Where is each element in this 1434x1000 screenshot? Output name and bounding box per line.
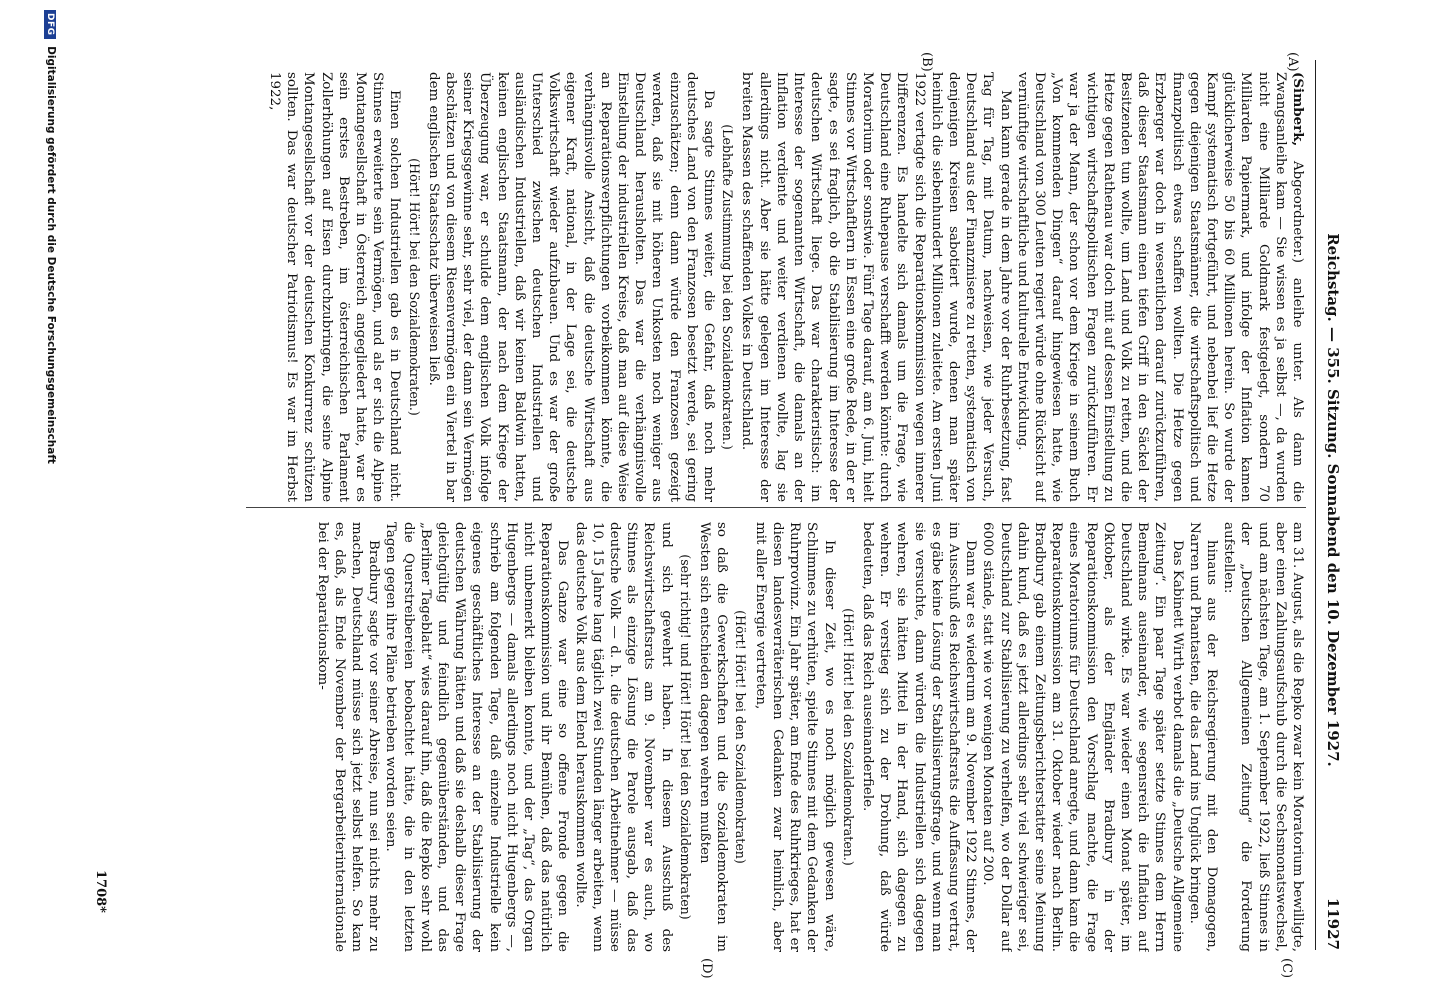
margin-mark-a: (A) bbox=[1285, 52, 1300, 72]
digitization-credit bbox=[37, 10, 57, 1000]
margin-mark-d: (D) bbox=[699, 958, 714, 979]
dfg-logo: DFG bbox=[44, 10, 56, 39]
margin-mark-c: (C) bbox=[1279, 958, 1294, 979]
speaker-name: (Simberk, bbox=[1290, 72, 1306, 147]
paragraph: so daß die Gewerkschaften und die Sozialdemokraten im Westen sich entschieden dagegen wehren mußten bbox=[697, 522, 730, 952]
paragraph: am 31. August, als die Repko zwar kein Moratorium bewilligte, aber einen Zahlungsaufschub durch die Sechsmonatswechsel, und am nächsten Tage, am 1. September 1922, ließ Stinnes in der „Deutschen Allgemeinen Zeitung“ die Forderung aufstellen: bbox=[1221, 522, 1305, 952]
paragraph: Bradbury sagte vor seiner Abreise, nun sei nichts mehr zu machen, Deutschland müsse sich jetzt selbst helfen. So kam es, daß, als Ende November der Bergarbeiterinternationale bei der Reparationskom- bbox=[314, 522, 382, 952]
interjection: (sehr richtig! und Hört! Hört! bei den Sozialdemokraten) bbox=[677, 554, 693, 920]
paragraph: In dieser Zeit, wo es noch möglich gewesen wäre, Schlimmes zu verhüten, spielte Stinnes mit dem Gedanken der Ruhrprovinz. Ein Jahr später, am Ende des Ruhrkrieges, hat er diesen landesverräterischen Gedanken zwar heimlich, aber mit aller Energie vertreten, bbox=[752, 522, 837, 952]
margin-mark-b: (B) bbox=[919, 52, 934, 72]
interjection: (Hört! Hört! bei den Sozialdemokraten.) bbox=[406, 158, 422, 416]
footer-page-mark: 1708* bbox=[93, 870, 108, 913]
page-header bbox=[1318, 50, 1342, 950]
column-divider bbox=[246, 507, 1306, 508]
paragraph-text: anleihe unter. Als dann die Zwangsanleihe kam — Sie wissen es ja selbst —, da wurden nicht eine Milliarde Goldmark festgelegt, sondern 70 Milliarden Papiermark, und infolge der Inflation kamen glücklicherweise 50 bis 60 Millionen herein. So wurde der Kampf systematisch fortgeführt, und nebenbei lief die Hetze gegen diejenigen Staatsmänner, die wirtschaftspolitisch und finanzpolitisch etwas schaffen wollten. Die Hetze gegen Erzberger war doch in wesentlichen darauf zurückzuführen, daß dieser Staatsmann einen tiefen Griff in den Säckel der Besitzenden tun wollte, um Land und Volk zu retten, und die Hetze gegen Rathenau war doch mit auf dessen Einstellung zu wichtigen wirtschaftspolitischen Fragen zurückzuführen. Er war ja der Mann, der schon vor dem Kriege in seinem Buch „Von kommenden Dingen“ darauf hingewiesen hatte, wie Deutschland von 300 Leuten regiert würde ohne Rücksicht auf vernünftige wirtschaftliche und kulturelle Entwicklung. bbox=[1014, 72, 1305, 502]
interjection: (Hört! Hört! bei den Sozialdemokraten.) bbox=[840, 608, 856, 866]
paragraph: Das Ganze war eine so offene Fronde gegen die Reparationskommission und ihr Bemühen, daß das natürlich nicht unbemerkt bleiben konnte, und der „Tag“, das Organ Hugenbergs — damals allerdings noch nicht Hugenbergs —, schrieb am folgenden Tage, daß einzelne Industrielle kein eigenes geschäftliches Interesse an der Stabilisierung der deutschen Währung hätten und daß sie deshalb dieser Frage gleichgültig und feindlich gegenüberständen, und das „Berliner Tageblatt“ wies darauf hin, daß die Repko sehr wohl die Querstreibereien beobachtet hätte, die in den letzten Tagen gegen ihre Pläne betrieben worden seien. bbox=[383, 522, 571, 952]
paragraph: und sich gewehrt haben. In diesem Ausschuß des Reichswirtschaftsrats am 9. November war es auch, wo Stinnes als einzige Lösung die Parole ausgab, daß das deutsche Volk — d. h. die deutschen Arbeitnehmer — müsse 10, 15 Jahre lang täglich zwei Stunden länger arbeiten, wenn das deutsche Volk aus dem Elend herauskommen wollte. bbox=[572, 522, 674, 952]
interjection: (Hört! Hört! bei den Sozialdemokraten) bbox=[733, 610, 749, 864]
paragraph: Das Kabinett Wirth verbot damals die „Deutsche Allgemeine Zeitung“. Ein paar Tage später setzte Stinnes dem Herrn Bemelmans auseinander, wie segensreich die Inflation auf Deutschland wirke. Es war wieder einen Monat später, im Oktober, als der Engländer Bradbury in der Reparationskommission den Vorschlag machte, die Frage eines Moratoriums für Deutschland anregte, und dann kam die Reparationskommission am 31. Oktober wieder nach Berlin. Bradbury gab einem Zeitungsberichterstatter seine Meinung dahin kund, daß es jetzt allerdings sehr viel schwieriger sei, Deutschland zur Stabilisierung zu verhelfen, wo der Dollar auf 6000 stände, statt wie vor wenigen Monaten auf 200. bbox=[980, 522, 1185, 952]
interjection: (Lebhafte Zustimmung bei den Sozialdemokraten.) bbox=[720, 124, 736, 450]
digitization-credit-text: Digitalisierung gefördert durch die Deutsche Forschungsgemeinschaft bbox=[45, 46, 57, 464]
page-number: 11927 bbox=[1324, 897, 1342, 950]
paragraph: Dann war es wiederum am 9. November 1922 Stinnes, der im Ausschuß des Reichswirtschaftsrats die Auffassung vertrat, es gäbe keine Lösung der Stabilisierungsfrage, und wenn man sie versuchte, dann würden die Industriellen sich dagegen wehren, sie hätten Mittel in der Hand, sich dagegen zu wehren. Er verstieg sich zu der Drohung, daß würde bedeuten, daß das Reich auseinanderfiele. bbox=[859, 522, 979, 952]
paragraph: Einen solchen Industriellen gab es in Deutschland nicht. Stinnes erweiterte sein Vermögen, und als er sich die Alpine Montangesellschaft in Österreich angegliedert hatte, war es sein erstes Bestreben, im österreichischen Parlament Zollerhöhungen auf Eisen durchzubringen, die seine Alpine Montangesellschaft vor der deutschen Konkurrenz schützen sollten. Das war deutscher Patriotismus! Es war im Herbst 1922, bbox=[267, 72, 403, 502]
paragraph: Man kann gerade in dem Jahre vor der Ruhrbesetzung, fast Tag für Tag, mit Datum, nachweisen, wie jeder Versuch, Deutschland aus der Finanzmisere zu retten, systematisch von denjenigen Kreisen sabotiert wurde, denen man später heimlich die siebenhundert Millionen zuleitete. Am ersten Juni 1922 vertagte sich die Reparationskommission wegen innerer Differenzen. Es handelte sich damals um die Frage, wie Deutschland eine Ruhepause verschafft werden könnte: durch Moratorium oder sonstwie. Fünf Tage darauf, am 6. Juni, hielt Stinnes vor Wirtschaftlern in Essen eine große Rede, in der er sagte, es sei fraglich, ob die Stabilisierung im Interesse der deutschen Wirtschaft liege. Das war charakteristisch: im Interesse der sogenannten Wirtschaft, die damals an der Inflation verdiente und weiter verdienen wollte, lag sie allerdings nicht. Aber sie hätte gelegen im Interesse der breiten Massen des schaffenden Volkes in Deutschland. bbox=[739, 72, 1013, 502]
right-column bbox=[236, 522, 1306, 952]
speaker-role: Abgeordneter.) bbox=[1290, 160, 1305, 264]
left-column bbox=[236, 72, 1306, 502]
quotation: hinaus aus der Reichsregierung mit den Domagogen, Narren und Phantasten, die das Land ins Unglück bringen. bbox=[1186, 522, 1219, 952]
page-header-title: Reichstag. — 355. Sitzung. Sonnabend den 10. Dezember 1927. bbox=[1324, 233, 1342, 767]
paragraph bbox=[1014, 72, 1306, 502]
paragraph: Da sagte Stinnes weiter, die Gefahr, daß noch mehr deutsches Land von den Franzosen besetzt werde, sei gering einzuschätzen; denn dann würde den Franzosen gezeigt werden, daß sie mit höheren Unkosten noch weniger aus Deutschland herausholten. Das war die verhängnisvolle Einstellung der industriellen Kreise, daß man auf diese Weise an Reparationsverpflichtungen vorbeikommen könnte, die verhängnisvolle Ansicht, daß die deutsche Wirtschaft aus eigener Kraft, national, in der Lage sei, die deutsche Volkswirtschaft wieder aufzubauen. Und es war der große Unterschied zwischen deutschen Industriellen und ausländischen Industriellen, daß wir keinen Baldwin hatten, keinen englischen Staatsmann, der nach dem Kriege der Überzeugung war, er schulde dem englischen Volk infolge seiner Kriegsgewinne sehr, sehr viel, der dann sein Vermögen abschätzen und von diesem Riesenvermögen ein Viertel in bar dem englischen Staatsschatz überweisen ließ. bbox=[425, 72, 717, 502]
header-rule bbox=[1315, 60, 1316, 950]
